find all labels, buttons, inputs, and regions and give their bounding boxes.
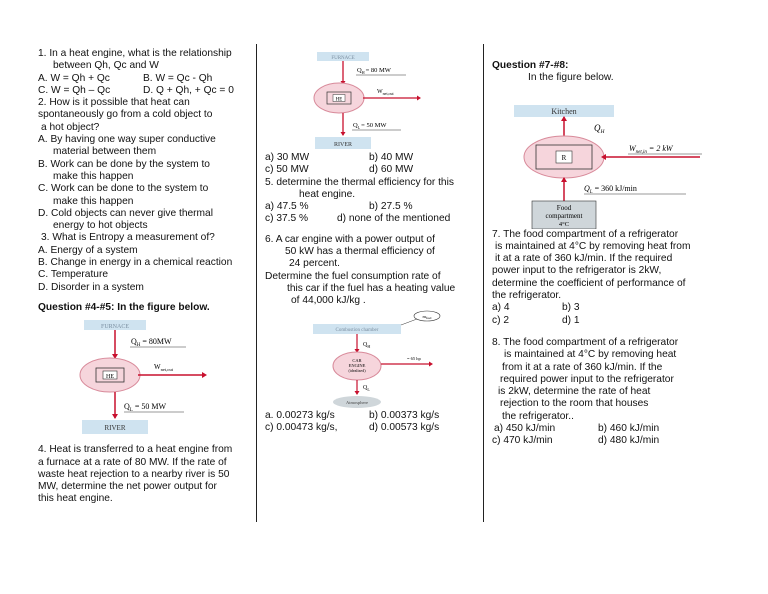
section-heading-7-8: Question #7-#8: [492, 60, 569, 71]
option-b: b) 27.5 % [369, 201, 413, 213]
refrigerator-figure [514, 105, 710, 229]
heat-engine-figure [76, 320, 236, 438]
car-label: CAR [352, 357, 362, 363]
qh-label: $Q_H$ [594, 122, 605, 135]
option-c: c) 2 [492, 314, 509, 326]
ql-label: $Q_L= 50$ MW [353, 122, 387, 130]
option-a: a. 0.00273 kg/s [265, 409, 335, 421]
temperature-label: 4°C [558, 220, 570, 228]
question-1 [38, 48, 250, 97]
option-a: a) 450 kJ/min [494, 423, 556, 435]
option-a: a) 47.5 % [265, 201, 309, 213]
option-b: b) 460 kJ/min [598, 423, 660, 435]
option-b: b) 40 MW [369, 152, 414, 163]
question-2-text-cont: spontaneously go from a cold object to [38, 109, 213, 121]
question-6-text-3: 24 percent. [289, 258, 340, 270]
question-7 [492, 229, 710, 327]
question-6-text-2: 50 kW has a thermal efficiency of [285, 246, 435, 258]
question-4-text-3: waste heat rejection to a nearby river is 50 [38, 468, 230, 480]
option-b: b) 0.00373 kg/s [369, 409, 440, 421]
furnace-label: FURNACE [100, 324, 130, 331]
furnace-label: FURNACE [331, 56, 355, 61]
question-6-text-5: this car if the fuel has a heating value [287, 282, 456, 294]
qh-label: $Q_H = 80MW$ [131, 337, 172, 349]
question-8-text: 8. The food compartment of a refrigerator [492, 336, 679, 348]
question-7-text-3: it at a rate of 360 kJ/min. If the required [495, 253, 673, 265]
question-6-text: 6. A car engine with a power output of [265, 233, 435, 245]
river-label: RIVER [104, 424, 126, 433]
fuel-bubble: $m_{fuel}$ [422, 313, 432, 320]
option-c: c) 37.5 % [265, 213, 309, 225]
question-8-text-6: rejection to the room that houses [500, 398, 649, 410]
ql-label: $Q_L$ [363, 384, 370, 392]
option-a: A. W = Qh + Qc [38, 72, 110, 84]
question-5-text-cont: heat engine. [299, 188, 356, 200]
option-a: A. Energy of a system [38, 244, 138, 256]
option-b: B. Change in energy in a chemical reaction [38, 257, 233, 269]
w-net-value: = 65 hp [407, 355, 421, 361]
option-d-cont: energy to hot objects [53, 220, 148, 232]
question-3 [38, 232, 250, 293]
question-8-text-2: is maintained at 4°C by removing heat [504, 349, 677, 361]
w-net-label: $W_{net,out}$ [377, 89, 394, 96]
question-3-text: 3. What is Entropy a measurement of? [41, 232, 215, 244]
column-3 [492, 60, 710, 448]
w-net-label: $W_{net,in} = 2$ kW [629, 143, 673, 155]
river-label: RIVER [334, 142, 352, 148]
question-2-text-end: a hot object? [41, 121, 100, 133]
heat-engine-figure-2 [311, 52, 461, 152]
column-divider-left [256, 44, 257, 522]
option-d: d) none of the mentioned [337, 213, 451, 225]
question-8-text-3: from it at a rate of 360 kJ/min. If the [502, 361, 663, 373]
option-d: d) 60 MW [369, 164, 414, 176]
option-a: a) 4 [492, 302, 510, 314]
column-2 [265, 52, 477, 434]
question-4-text-2: a furnace at a rate of 80 MW. If the rate of [38, 456, 227, 468]
question-7-text: 7. The food compartment of a refrigerator [492, 228, 679, 240]
question-8-text-7: the refrigerator.. [502, 410, 574, 422]
question-1-text-cont: between Qh, Qc and W [53, 60, 159, 72]
option-a: a) 30 MW [265, 152, 310, 163]
section-subheading-7-8: In the figure below. [528, 72, 614, 84]
atmosphere-label: Atmosphere [346, 399, 368, 405]
r-label: R [561, 153, 567, 162]
option-c: c) 0.00473 kg/s, [265, 421, 338, 433]
question-4-text-5: this heat engine. [38, 493, 113, 505]
option-c: C. Work can be done to the system to [38, 183, 209, 195]
option-c: C. Temperature [38, 269, 109, 281]
question-8 [492, 337, 710, 448]
option-d: d) 0.00573 kg/s [369, 421, 440, 433]
he-label: HE [335, 97, 343, 103]
column-1 [38, 48, 250, 506]
option-d: D. Cold objects can never give thermal [38, 207, 213, 219]
question-2 [38, 97, 250, 232]
w-net-label: $W_{net,out}$ [154, 363, 173, 373]
question-2-text: 2. How is it possible that heat can [38, 97, 190, 109]
kitchen-label: Kitchen [551, 106, 577, 116]
ql-label: $Q_L = 50$ MW [124, 402, 167, 414]
question-5-text: 5. determine the thermal efficiency for this [265, 176, 454, 188]
question-8-text-5: is 2kW, determine the rate of heat [498, 386, 651, 398]
option-d: D. Q + Qh, + Qc = 0 [143, 84, 234, 96]
option-d: D. Disorder in a system [38, 281, 144, 293]
question-7-text-6: the refrigerator. [492, 290, 562, 302]
question-6-options [265, 410, 477, 435]
option-d: d) 480 kJ/min [598, 435, 660, 447]
car-engine-figure [303, 310, 453, 410]
option-b: b) 3 [562, 302, 580, 314]
he-label: HE [106, 374, 114, 381]
option-b: B. W = Qc - Qh [143, 72, 213, 84]
question-7-text-4: power input to the refrigerator is 2kW, [492, 265, 662, 277]
option-a-cont: material between them [53, 146, 157, 158]
ql-label: $Q_L = 360$ kJ/min [584, 183, 637, 195]
qh-label: $Q_H= 80$ MW [357, 67, 391, 75]
food-label: Food [556, 203, 572, 212]
question-8-text-4: required power input to the refrigerator [500, 373, 674, 385]
section-heading-4-5: Question #4-#5: In the figure below. [38, 301, 210, 313]
question-5 [265, 177, 477, 226]
option-a: A. By having one way super conductive [38, 134, 216, 146]
question-6-text-6: of 44,000 kJ/kg . [291, 295, 366, 307]
combustion-chamber-label: Combustion chamber [335, 327, 379, 333]
engine-label: ENGINE [348, 362, 366, 368]
option-b-cont: make this happen [53, 170, 134, 182]
question-7-text-5: determine the coefficient of performance of [492, 277, 686, 289]
question-7-text-2: is maintained at 4°C by removing heat from [495, 240, 691, 252]
question-4-options [265, 152, 477, 177]
option-c-cont: make this happen [53, 195, 134, 207]
column-divider-right [483, 44, 484, 522]
option-b: B. Work can be done by the system to [38, 158, 210, 170]
question-6 [265, 234, 477, 308]
idealized-label: (idealized) [348, 367, 366, 373]
option-d: d) 1 [562, 314, 580, 326]
question-6-text-4: Determine the fuel consumption rate of [265, 270, 441, 282]
question-4-text-4: MW, determine the net power output for [38, 481, 217, 493]
question-4-text: 4. Heat is transferred to a heat engine from [38, 444, 233, 456]
compartment-label: compartment [545, 211, 583, 220]
question-4 [38, 444, 250, 505]
option-c: c) 470 kJ/min [492, 435, 553, 447]
option-c: C. W = Qh – Qc [38, 84, 111, 96]
qh-label: $Q_H$ [363, 341, 371, 349]
option-c: c) 50 MW [265, 164, 309, 176]
question-1-text: 1. In a heat engine, what is the relationship [38, 48, 232, 59]
